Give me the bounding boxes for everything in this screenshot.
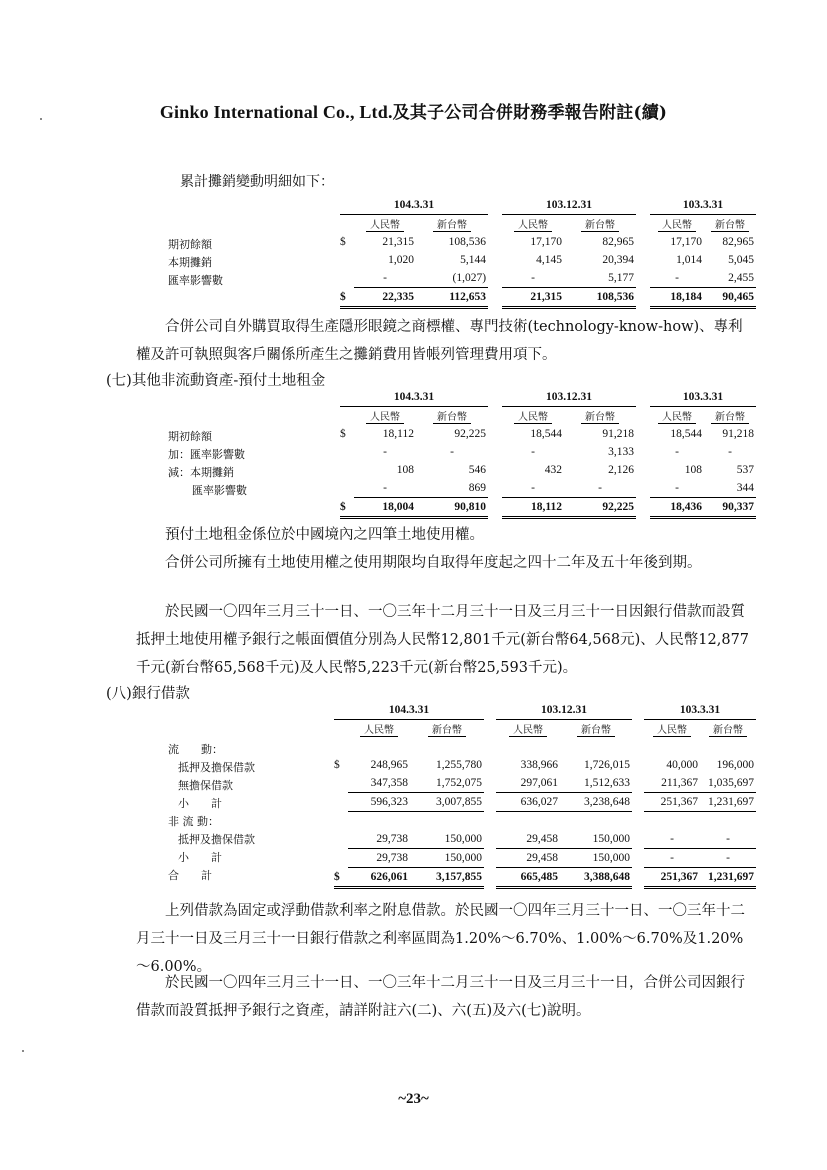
table-cell: 91,218	[602, 428, 635, 440]
currency-label: 人民幣	[509, 721, 547, 737]
table-row	[340, 425, 756, 443]
table-cell: 150,000	[410, 849, 484, 868]
table-cell: 665,485	[496, 868, 560, 888]
row-label: 小 計	[178, 851, 222, 864]
table-cell: 537	[736, 464, 755, 476]
table-cell: 251,367	[644, 868, 700, 888]
row-label: 流 動：	[168, 743, 223, 756]
table-cell: 22,335	[354, 288, 416, 308]
table-cell: 82,965	[602, 236, 635, 248]
table-cell: 91,218	[722, 428, 755, 440]
table-cell: 2,126	[608, 464, 635, 476]
table-cell: 251,367	[644, 793, 700, 812]
row-label: 小 計	[178, 797, 222, 810]
table-row	[334, 830, 756, 849]
loans-paragraph-2: 於民國一〇四年三月三十一日、一〇三年十二月三十一日及三月三十一日，合併公司因銀行借款而設質抵押予銀行之資產，請詳附註六(二)、六(五)及六(七)說明。	[136, 975, 745, 1019]
currency-label: 新台幣	[577, 721, 615, 737]
company-name-en: Ginko International Co., Ltd.	[159, 102, 393, 122]
currency-row	[334, 720, 756, 739]
dollar-sign: $	[340, 498, 354, 518]
table-cell: 1,035,697	[700, 774, 756, 793]
period-header: 103.12.31	[502, 196, 636, 215]
table-cell: -	[650, 269, 704, 288]
period-row	[340, 196, 756, 215]
total-row	[340, 498, 756, 518]
total-row	[334, 868, 756, 888]
table-cell: 150,000	[560, 849, 632, 868]
table-cell: 5,045	[728, 254, 755, 266]
table-cell: 3,007,855	[410, 793, 484, 812]
table-cell: 40,000	[666, 759, 699, 771]
table-cell: 5,144	[460, 254, 487, 266]
table-cell: 3,388,648	[560, 868, 632, 888]
table-cell: 18,544	[670, 428, 703, 440]
table-cell: 1,014	[676, 254, 703, 266]
table-cell: 29,458	[496, 830, 560, 849]
table-row	[340, 233, 756, 251]
table-row	[334, 849, 756, 868]
total-row	[340, 288, 756, 308]
row-label: 匯率影響數	[168, 274, 223, 287]
table-cell: 596,323	[348, 793, 410, 812]
table-cell: -	[700, 849, 756, 868]
period-row	[340, 388, 756, 407]
row-label: 加：匯率影響數	[168, 448, 245, 461]
row-label: 期初餘額	[168, 430, 212, 443]
row-label: 期初餘額	[168, 238, 212, 251]
row-label: 抵押及擔保借款	[178, 833, 255, 846]
table-cell: -	[700, 830, 756, 849]
loans-paragraph-1: 上列借款為固定或浮動借款利率之附息借款。於民國一〇四年三月三十一日、一〇三年十二月三十一日及三月三十一日銀行借款之利率區間為1.20%～6.70%、1.00%～6.70%及1.20%～6.00%。	[136, 903, 745, 975]
table-cell: 432	[544, 464, 563, 476]
table-cell: -	[502, 269, 564, 288]
currency-label: 新台幣	[709, 721, 747, 737]
currency-label: 新台幣	[581, 216, 619, 232]
currency-label: 人民幣	[514, 408, 552, 424]
dollar-sign: $	[334, 759, 340, 771]
table-cell: 1,255,780	[436, 759, 483, 771]
table-cell: 21,315	[502, 288, 564, 308]
table-cell: -	[564, 479, 636, 498]
table-cell: 18,544	[530, 428, 563, 440]
currency-label: 新台幣	[711, 216, 749, 232]
table-cell: 90,465	[704, 288, 756, 308]
table-cell: 1,512,633	[560, 774, 632, 793]
table-cell: 29,738	[348, 830, 410, 849]
table-cell: -	[354, 269, 416, 288]
period-header: 104.3.31	[334, 701, 484, 720]
table-cell: 108,536	[564, 288, 636, 308]
dollar-sign: $	[340, 428, 346, 440]
title-rest: 及其子公司合併財務季報告附註(續)	[392, 103, 668, 123]
table-row	[334, 793, 756, 812]
currency-label: 新台幣	[711, 408, 749, 424]
scan-speck	[22, 1050, 24, 1052]
row-label: 無擔保借款	[178, 779, 233, 792]
currency-label: 新台幣	[433, 408, 471, 424]
table-cell: -	[502, 479, 564, 498]
currency-label: 新台幣	[581, 408, 619, 424]
table-cell: 108,536	[448, 236, 487, 248]
land-paragraph-1: 預付土地租金係位於中國境內之四筆土地使用權。	[165, 527, 484, 543]
table-cell: -	[728, 446, 732, 458]
table-row	[334, 774, 756, 793]
table-row	[340, 251, 756, 269]
currency-row	[340, 407, 756, 426]
period-header: 103.3.31	[650, 388, 756, 407]
table-cell: 18,112	[382, 428, 414, 440]
table-cell: 29,458	[496, 849, 560, 868]
land-table	[340, 388, 756, 519]
table-cell: 1,231,697	[700, 868, 756, 888]
table-cell: 347,358	[348, 774, 410, 793]
table-cell: 1,726,015	[584, 759, 631, 771]
table-cell: 90,337	[704, 498, 756, 518]
table-cell: 108	[396, 464, 414, 476]
table-cell: -	[354, 479, 416, 498]
currency-row	[340, 215, 756, 234]
table-cell: 92,225	[564, 498, 636, 518]
table-row	[334, 812, 756, 831]
table-cell: -	[644, 830, 700, 849]
table-cell: 5,177	[564, 269, 636, 288]
table-cell: -	[450, 446, 454, 458]
currency-label: 人民幣	[658, 216, 696, 232]
amortization-intro: 累計攤銷變動明細如下：	[180, 174, 334, 190]
page-title	[0, 98, 827, 123]
table-cell: 2,455	[704, 269, 756, 288]
table-cell: 636,027	[496, 793, 560, 812]
amortization-note: 合併公司自外購買取得生產隱形眼鏡之商標權、專門技術(technology-know-how)、專利權及許可執照與客戶關係所產生之攤銷費用皆帳列管理費用項下。	[136, 319, 743, 363]
section-heading-loans: (八)銀行借款	[106, 686, 190, 702]
currency-label: 人民幣	[514, 216, 552, 232]
row-label: 匯率影響數	[192, 484, 247, 497]
table-cell: 17,170	[670, 236, 703, 248]
land-paragraph-3: 於民國一〇四年三月三十一日、一〇三年十二月三十一日及三月三十一日因銀行借款而設質抵押土地使用權予銀行之帳面價值分別為人民幣12,801千元(新台幣64,568元)、人民幣12,877千元(新台幣65,568千元)及人民幣5,223千元(新台幣25,593千元)。	[136, 604, 750, 676]
dollar-sign: $	[334, 868, 348, 888]
table-cell: 82,965	[722, 236, 755, 248]
table-cell: 18,436	[650, 498, 704, 518]
table-cell: 248,965	[370, 759, 408, 771]
table-cell: 112,653	[416, 288, 488, 308]
scan-speck	[40, 118, 42, 120]
currency-label: 人民幣	[366, 216, 404, 232]
table-cell: 3,157,855	[410, 868, 484, 888]
land-paragraph-2: 合併公司所擁有土地使用權之使用期限均自取得年度起之四十二年及五十年後到期。	[165, 555, 702, 571]
table-cell: 90,810	[416, 498, 488, 518]
currency-label: 人民幣	[653, 721, 691, 737]
table-cell: -	[650, 479, 704, 498]
table-cell: 1,231,697	[700, 793, 756, 812]
period-header: 104.3.31	[340, 196, 488, 215]
period-row	[334, 701, 756, 720]
table-cell: 1,020	[388, 254, 414, 266]
table-cell: (1,027)	[416, 269, 488, 288]
table-row	[340, 461, 756, 479]
amortization-table	[340, 196, 756, 309]
table-cell: 344	[704, 479, 756, 498]
table-row	[334, 738, 756, 756]
table-cell: 29,738	[348, 849, 410, 868]
currency-label: 新台幣	[433, 216, 471, 232]
table-cell: -	[675, 446, 679, 458]
table-cell: 21,315	[382, 236, 414, 248]
table-cell: 17,170	[530, 236, 563, 248]
row-label: 抵押及擔保借款	[178, 761, 255, 774]
table-cell: 3,133	[608, 446, 635, 458]
row-label: 合 計	[168, 869, 212, 882]
loans-table	[334, 701, 756, 889]
row-label: 非 流 動：	[168, 815, 219, 828]
period-header: 103.3.31	[650, 196, 756, 215]
page-number: ~23~	[398, 1091, 429, 1107]
row-label: 本期攤銷	[168, 256, 212, 269]
table-row	[340, 269, 756, 288]
table-cell: 297,061	[496, 774, 560, 793]
table-row	[334, 756, 756, 774]
table-row	[340, 443, 756, 461]
table-cell: 108	[684, 464, 703, 476]
table-cell: 211,367	[644, 774, 700, 793]
table-cell: 18,184	[650, 288, 704, 308]
period-header: 103.3.31	[644, 701, 756, 720]
section-heading-land: (七)其他非流動資產-預付土地租金	[106, 373, 326, 389]
table-cell: 338,966	[520, 759, 559, 771]
table-cell: 1,752,075	[410, 774, 484, 793]
dollar-sign: $	[340, 288, 354, 308]
table-cell: 150,000	[560, 830, 632, 849]
table-cell: 150,000	[410, 830, 484, 849]
table-cell: 626,061	[348, 868, 410, 888]
currency-label: 人民幣	[360, 721, 398, 737]
period-header: 104.3.31	[340, 388, 488, 407]
table-row	[340, 479, 756, 498]
table-cell: 869	[416, 479, 488, 498]
row-label: 減：本期攤銷	[168, 466, 234, 479]
table-cell: 4,145	[536, 254, 563, 266]
table-cell: 18,004	[354, 498, 416, 518]
table-cell: -	[531, 446, 535, 458]
table-cell: -	[644, 849, 700, 868]
table-cell: 196,000	[716, 759, 755, 771]
table-cell: -	[383, 446, 387, 458]
table-cell: 18,112	[502, 498, 564, 518]
table-cell: 546	[468, 464, 487, 476]
table-cell: 3,238,648	[560, 793, 632, 812]
table-cell: 92,225	[454, 428, 487, 440]
table-cell: 20,394	[602, 254, 635, 266]
currency-label: 人民幣	[366, 408, 404, 424]
period-header: 103.12.31	[502, 388, 636, 407]
period-header: 103.12.31	[496, 701, 632, 720]
currency-label: 人民幣	[658, 408, 696, 424]
currency-label: 新台幣	[428, 721, 466, 737]
dollar-sign: $	[340, 236, 346, 248]
